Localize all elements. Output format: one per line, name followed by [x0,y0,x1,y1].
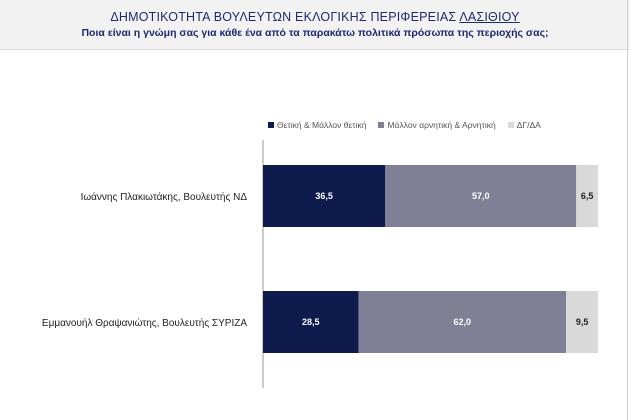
bar-value-label: 36,5 [315,191,333,201]
legend-label-negative: Μάλλον αρνητική & Αρνητική [387,120,496,130]
bar-value-label: 6,5 [580,191,594,201]
title-main: ΔΗΜΟΤΙΚΟΤΗΤΑ ΒΟΥΛΕΥΤΩΝ ΕΚΛΟΓΙΚΗΣ ΠΕΡΙΦΕΡΕΙΑΣ [110,10,457,24]
category-label: Εμμανουήλ Θραψανιώτης, Βουλευτής ΣΥΡΙΖΑ [41,318,247,329]
title-region: ΛΑΣΙΘΙΟΥ [459,10,520,24]
bar-value-label: 9,5 [575,317,589,327]
chart-subtitle: Ποια είναι η γνώμη σας για κάθε ένα από τα παρακάτω πολιτικά πρόσωπα της περιοχής σας; [81,27,549,39]
bar-value-label: 62,0 [453,317,472,327]
category-label: Ιωάννης Πλακιωτάκης, Βουλευτής ΝΔ [80,192,247,203]
bar-value-label: 57,0 [471,191,490,201]
legend-label-dk: ΔΓ/ΔΑ [516,120,541,130]
legend-label-positive: Θετική & Μάλλον θετική [277,120,367,130]
bar-value-label: 28,5 [301,317,320,327]
